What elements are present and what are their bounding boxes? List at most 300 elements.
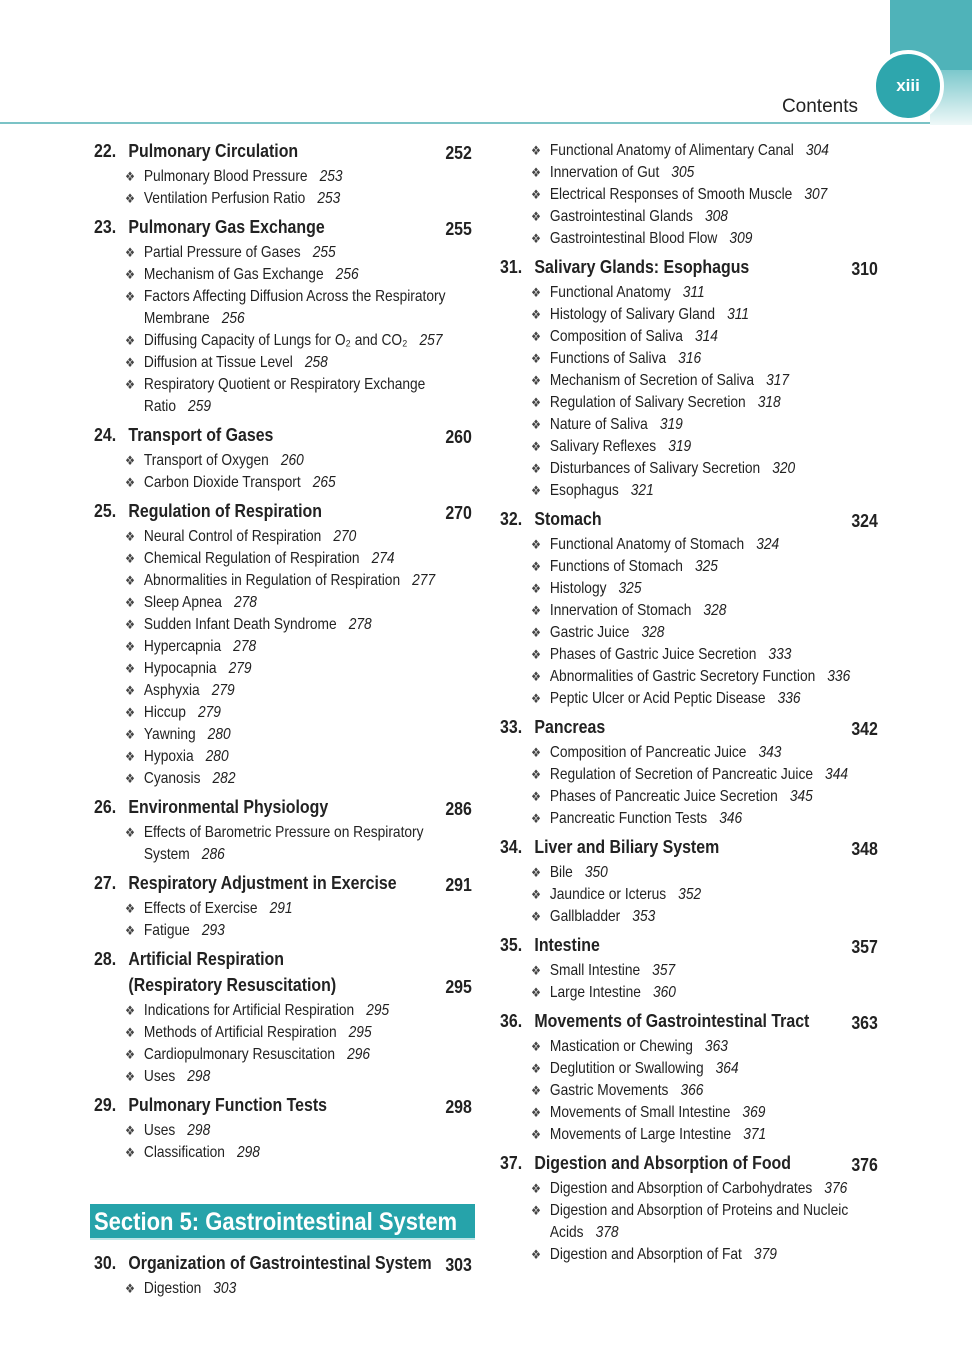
diamond-bullet-icon: ❖	[530, 647, 541, 662]
topic-page: 257	[419, 332, 443, 349]
diamond-bullet-icon: ❖	[124, 923, 135, 938]
toc-topic[interactable]	[500, 808, 932, 830]
toc-topic[interactable]	[500, 348, 932, 370]
topic-page: 376	[824, 1180, 848, 1197]
toc-topic[interactable]	[500, 436, 932, 458]
toc-topic[interactable]	[500, 304, 932, 326]
topic-page: 253	[317, 190, 341, 207]
diamond-bullet-icon: ❖	[530, 559, 541, 574]
topic-page: 296	[347, 1046, 371, 1063]
chapter-number: 32.	[500, 508, 523, 529]
topic-title: Digestion	[143, 1280, 202, 1297]
diamond-bullet-icon: ❖	[530, 1127, 541, 1142]
toc-chapter	[94, 870, 476, 942]
diamond-bullet-icon: ❖	[530, 1181, 541, 1196]
topic-title: Movements of Small Intestine	[549, 1104, 731, 1121]
toc-chapter	[500, 254, 882, 502]
diamond-bullet-icon: ❖	[530, 537, 541, 552]
chapter-title: Respiratory Adjustment in Exercise	[128, 872, 397, 893]
diamond-bullet-icon: ❖	[530, 373, 541, 388]
toc-topic[interactable]	[500, 282, 932, 304]
diamond-bullet-icon: ❖	[124, 683, 135, 698]
topic-page: 295	[348, 1024, 372, 1041]
topic-page: 328	[641, 624, 665, 641]
diamond-bullet-icon: ❖	[530, 439, 541, 454]
toc-topic[interactable]	[500, 1058, 932, 1080]
toc-topic[interactable]	[94, 548, 526, 570]
topic-page: 311	[727, 306, 750, 323]
chapter-title: Pulmonary Function Tests	[128, 1094, 328, 1115]
toc-chapter	[500, 1008, 882, 1146]
topic-title: Uses	[143, 1068, 176, 1085]
toc-left-bottom	[94, 1250, 476, 1304]
toc-topic[interactable]	[94, 1044, 526, 1066]
topic-page: 314	[695, 328, 718, 345]
toc-topic[interactable]	[94, 1000, 526, 1022]
diamond-bullet-icon: ❖	[530, 581, 541, 596]
topic-title: Sleep Apnea	[143, 594, 222, 611]
topic-title: Cardiopulmonary Resuscitation	[143, 1046, 336, 1063]
diamond-bullet-icon: ❖	[530, 483, 541, 498]
topic-page: 305	[671, 164, 695, 181]
toc-topic[interactable]	[500, 1080, 932, 1102]
chapter-heading[interactable]	[94, 794, 476, 820]
toc-topic[interactable]	[94, 898, 526, 920]
chapter-page: 324	[851, 510, 878, 531]
chapter-number: 22.	[94, 140, 117, 161]
topic-title: Innervation of Stomach	[549, 602, 692, 619]
topic-title: Mastication or Chewing	[549, 1038, 693, 1055]
topic-title: Transport of Oxygen	[143, 452, 269, 469]
chapter-heading[interactable]	[500, 714, 882, 740]
topic-page: 344	[825, 766, 849, 783]
topic-page: 319	[668, 438, 692, 455]
running-head: Contents	[781, 96, 858, 117]
topic-page: 259	[188, 398, 212, 415]
topic-title: Neural Control of Respiration	[143, 528, 322, 545]
toc-chapter	[500, 932, 882, 1004]
topic-title: Yawning	[143, 726, 196, 743]
topic-title: Digestion and Absorption of Fat	[549, 1246, 742, 1263]
page-number-badge: xiii	[872, 50, 944, 122]
toc-topic[interactable]	[94, 636, 526, 658]
diamond-bullet-icon: ❖	[124, 333, 135, 348]
toc-topic[interactable]	[500, 906, 932, 928]
diamond-bullet-icon: ❖	[124, 267, 135, 282]
chapter-page: 303	[445, 1254, 472, 1275]
diamond-bullet-icon: ❖	[530, 909, 541, 924]
chapter-page: 291	[445, 874, 472, 895]
chapter-heading[interactable]	[500, 932, 882, 958]
diamond-bullet-icon: ❖	[530, 767, 541, 782]
topic-page: 317	[766, 372, 790, 389]
topic-title: Functions of Saliva	[549, 350, 667, 367]
toc-topic[interactable]	[500, 862, 932, 884]
topic-page: 360	[652, 984, 676, 1001]
toc-topic[interactable]	[94, 592, 526, 614]
diamond-bullet-icon: ❖	[124, 475, 135, 490]
chapter-heading[interactable]	[94, 1250, 476, 1276]
topic-title: Deglutition or Swallowing	[549, 1060, 704, 1077]
toc-topic[interactable]	[500, 644, 932, 666]
chapter-title: Digestion and Absorption of Food	[534, 1152, 791, 1173]
topic-title: Effects of Exercise	[143, 900, 258, 917]
topic-title: Composition of Saliva	[549, 328, 683, 345]
topic-page: 316	[678, 350, 702, 367]
toc-topic[interactable]	[94, 286, 526, 330]
toc-chapter	[94, 794, 476, 866]
diamond-bullet-icon: ❖	[530, 1247, 541, 1262]
chapter-number: 35.	[500, 934, 523, 955]
toc-topic[interactable]	[94, 526, 526, 548]
diamond-bullet-icon: ❖	[124, 825, 135, 840]
toc-topic[interactable]	[94, 570, 526, 592]
chapter-title: Pulmonary Gas Exchange	[128, 216, 325, 237]
diamond-bullet-icon: ❖	[530, 417, 541, 432]
toc-topic[interactable]	[94, 768, 526, 790]
toc-right-column	[500, 138, 882, 1270]
toc-topic[interactable]	[500, 1124, 932, 1146]
toc-topic[interactable]	[94, 264, 526, 286]
chapter-number: 27.	[94, 872, 117, 893]
chapter-number: 34.	[500, 836, 523, 857]
toc-topic[interactable]	[94, 920, 526, 942]
topic-title: Digestion and Absorption of Carbohydrates	[549, 1180, 813, 1197]
toc-topic[interactable]	[94, 1022, 526, 1044]
diamond-bullet-icon: ❖	[530, 603, 541, 618]
toc-topic[interactable]	[94, 352, 526, 374]
toc-topic[interactable]	[94, 680, 526, 702]
diamond-bullet-icon: ❖	[530, 285, 541, 300]
topic-page: 363	[704, 1038, 728, 1055]
diamond-bullet-icon: ❖	[530, 329, 541, 344]
topic-title: Respiratory Quotient or Respiratory Exchange Ratio	[143, 376, 426, 415]
toc-topic[interactable]	[500, 1102, 932, 1124]
toc-topic[interactable]	[94, 746, 526, 768]
toc-topic[interactable]	[94, 724, 526, 746]
diamond-bullet-icon: ❖	[124, 749, 135, 764]
diamond-bullet-icon: ❖	[530, 887, 541, 902]
toc-chapter	[94, 138, 476, 210]
chapter-page: 270	[445, 502, 472, 523]
diamond-bullet-icon: ❖	[530, 351, 541, 366]
toc-topic[interactable]	[94, 702, 526, 724]
diamond-bullet-icon: ❖	[124, 245, 135, 260]
chapter-title: Transport of Gases	[128, 424, 274, 445]
topic-page: 309	[729, 230, 753, 247]
toc-chapter	[500, 714, 882, 830]
chapter-title: Intestine	[534, 934, 600, 955]
chapter-number: 31.	[500, 256, 523, 277]
topic-page: 345	[789, 788, 813, 805]
topic-page: 280	[205, 748, 229, 765]
toc-chapter	[500, 140, 882, 250]
toc-topic[interactable]	[94, 472, 526, 494]
toc-topic[interactable]	[500, 960, 932, 982]
toc-topic[interactable]	[500, 600, 932, 622]
topic-page: 352	[678, 886, 702, 903]
topic-title: Regulation of Salivary Secretion	[549, 394, 746, 411]
toc-topic[interactable]	[500, 162, 932, 184]
topic-title: Carbon Dioxide Transport	[143, 474, 301, 491]
toc-topic[interactable]	[94, 374, 526, 418]
chapter-page: 357	[851, 936, 878, 957]
diamond-bullet-icon: ❖	[530, 187, 541, 202]
toc-topic[interactable]	[500, 206, 932, 228]
diamond-bullet-icon: ❖	[124, 529, 135, 544]
chapter-heading[interactable]	[500, 254, 882, 280]
chapter-title: Liver and Biliary System	[534, 836, 720, 857]
topic-title: Pancreatic Function Tests	[549, 810, 708, 827]
topic-title: Partial Pressure of Gases	[143, 244, 301, 261]
topic-title: Mechanism of Gas Exchange	[143, 266, 324, 283]
topic-page: 260	[280, 452, 304, 469]
topic-page: 371	[743, 1126, 767, 1143]
chapter-heading[interactable]	[94, 946, 476, 998]
chapter-title: Environmental Physiology	[128, 796, 329, 817]
diamond-bullet-icon: ❖	[124, 661, 135, 676]
diamond-bullet-icon: ❖	[124, 1145, 135, 1160]
diamond-bullet-icon: ❖	[124, 169, 135, 184]
chapter-page: 260	[445, 426, 472, 447]
toc-topic[interactable]	[500, 556, 932, 578]
topic-title: Diffusing Capacity of Lungs for O₂ and CO₂	[143, 332, 408, 349]
toc-topic[interactable]	[94, 658, 526, 680]
toc-topic[interactable]	[500, 184, 932, 206]
chapter-number: 23.	[94, 216, 117, 237]
toc-topic[interactable]	[94, 1278, 526, 1300]
topic-page: 325	[618, 580, 642, 597]
topic-page: 286	[201, 846, 225, 863]
diamond-bullet-icon: ❖	[124, 727, 135, 742]
topic-title: Diffusion at Tissue Level	[143, 354, 293, 371]
topic-title: Classification	[143, 1144, 225, 1161]
topic-page: 255	[312, 244, 336, 261]
topic-title: Hiccup	[143, 704, 186, 721]
topic-title: Asphyxia	[143, 682, 200, 699]
toc-topic[interactable]	[500, 578, 932, 600]
diamond-bullet-icon: ❖	[530, 165, 541, 180]
toc-topic[interactable]	[500, 622, 932, 644]
topic-page: 279	[197, 704, 221, 721]
toc-topic[interactable]	[94, 822, 526, 866]
topic-page: 277	[412, 572, 436, 589]
topic-title: Jaundice or Icterus	[549, 886, 667, 903]
topic-title: Gastrointestinal Glands	[549, 208, 693, 225]
topic-title: Ventilation Perfusion Ratio	[143, 190, 306, 207]
chapter-heading[interactable]	[500, 506, 882, 532]
topic-page: 298	[187, 1122, 211, 1139]
topic-title: Composition of Pancreatic Juice	[549, 744, 747, 761]
topic-title: Movements of Large Intestine	[549, 1126, 732, 1143]
chapter-heading[interactable]	[94, 870, 476, 896]
topic-title: Sudden Infant Death Syndrome	[143, 616, 337, 633]
chapter-page: 295	[445, 976, 472, 997]
toc-topic[interactable]	[500, 1200, 932, 1244]
topic-page: 282	[212, 770, 236, 787]
toc-topic[interactable]	[94, 166, 526, 188]
toc-topic[interactable]	[500, 982, 932, 1004]
chapter-page: 310	[851, 258, 878, 279]
topic-page: 364	[715, 1060, 739, 1077]
toc-topic[interactable]	[500, 786, 932, 808]
toc-topic[interactable]	[500, 666, 932, 688]
diamond-bullet-icon: ❖	[124, 1281, 135, 1296]
diamond-bullet-icon: ❖	[124, 1003, 135, 1018]
toc-topic[interactable]	[94, 1066, 526, 1088]
topic-page: 265	[312, 474, 336, 491]
toc-topic[interactable]	[500, 414, 932, 436]
topic-title: Nature of Saliva	[549, 416, 648, 433]
topic-page: 353	[632, 908, 656, 925]
chapter-number: 25.	[94, 500, 117, 521]
topic-title: Regulation of Secretion of Pancreatic Juice	[549, 766, 813, 783]
chapter-number: 24.	[94, 424, 117, 445]
topic-page: 304	[805, 142, 829, 159]
topic-title: Innervation of Gut	[549, 164, 660, 181]
topic-title: Functions of Stomach	[549, 558, 683, 575]
toc-left-column	[94, 138, 476, 1168]
toc-topic[interactable]	[94, 188, 526, 210]
diamond-bullet-icon: ❖	[530, 669, 541, 684]
diamond-bullet-icon: ❖	[530, 691, 541, 706]
header-rule	[0, 122, 930, 124]
topic-title: Peptic Ulcer or Acid Peptic Disease	[549, 690, 766, 707]
topic-title: Abnormalities of Gastric Secretory Function	[549, 668, 816, 685]
chapter-number: 26.	[94, 796, 117, 817]
topic-title: Gastric Juice	[549, 624, 630, 641]
chapter-heading[interactable]	[94, 498, 476, 524]
topic-page: 324	[756, 536, 780, 553]
toc-topic[interactable]	[94, 1142, 526, 1164]
chapter-title: Pulmonary Circulation	[128, 140, 299, 161]
topic-title: Functional Anatomy	[549, 284, 671, 301]
diamond-bullet-icon: ❖	[124, 1069, 135, 1084]
toc-topic[interactable]	[500, 742, 932, 764]
toc-topic[interactable]	[500, 392, 932, 414]
diamond-bullet-icon: ❖	[124, 191, 135, 206]
topic-title: Esophagus	[549, 482, 619, 499]
topic-title: Gastric Movements	[549, 1082, 669, 1099]
toc-topic[interactable]	[500, 884, 932, 906]
topic-title: Histology	[549, 580, 607, 597]
topic-page: 328	[703, 602, 727, 619]
topic-page: 311	[682, 284, 705, 301]
topic-page: 318	[757, 394, 781, 411]
toc-topic[interactable]	[500, 326, 932, 348]
diamond-bullet-icon: ❖	[530, 1203, 541, 1218]
toc-topic[interactable]	[500, 1036, 932, 1058]
topic-title: Effects of Barometric Pressure on Respiratory System	[143, 824, 424, 863]
chapter-heading[interactable]	[94, 138, 476, 164]
chapter-title: Stomach	[534, 508, 602, 529]
diamond-bullet-icon: ❖	[530, 209, 541, 224]
topic-page: 293	[201, 922, 225, 939]
chapter-heading[interactable]	[500, 1150, 882, 1176]
topic-title: Electrical Responses of Smooth Muscle	[549, 186, 793, 203]
topic-page: 336	[777, 690, 801, 707]
toc-topic[interactable]	[94, 242, 526, 264]
topic-page: 333	[768, 646, 792, 663]
topic-title: Phases of Pancreatic Juice Secretion	[549, 788, 778, 805]
diamond-bullet-icon: ❖	[530, 1083, 541, 1098]
topic-page: 253	[319, 168, 343, 185]
toc-chapter	[500, 1150, 882, 1266]
toc-topic[interactable]	[500, 228, 932, 250]
chapter-heading[interactable]	[94, 422, 476, 448]
chapter-title: Organization of Gastrointestinal System	[128, 1252, 432, 1273]
topic-page: 256	[335, 266, 359, 283]
diamond-bullet-icon: ❖	[530, 865, 541, 880]
chapter-heading[interactable]	[500, 834, 882, 860]
topic-page: 291	[269, 900, 293, 917]
topic-title: Hypercapnia	[143, 638, 222, 655]
topic-title: Chemical Regulation of Respiration	[143, 550, 360, 567]
topic-page: 379	[753, 1246, 777, 1263]
topic-title: Gallbladder	[549, 908, 621, 925]
topic-page: 321	[630, 482, 654, 499]
chapter-heading[interactable]	[500, 1008, 882, 1034]
topic-page: 295	[366, 1002, 390, 1019]
toc-chapter	[94, 946, 476, 1088]
diamond-bullet-icon: ❖	[530, 985, 541, 1000]
chapter-title: Regulation of Respiration	[128, 500, 322, 521]
topic-title: Bile	[549, 864, 573, 881]
toc-topic[interactable]	[500, 1244, 932, 1266]
topic-page: 303	[213, 1280, 237, 1297]
chapter-page: 255	[445, 218, 472, 239]
topic-page: 308	[704, 208, 728, 225]
toc-topic[interactable]	[94, 1120, 526, 1142]
topic-title: Hypocapnia	[143, 660, 217, 677]
toc-chapter	[94, 1250, 476, 1300]
topic-page: 279	[211, 682, 235, 699]
section-banner-text: Section 5: Gastrointestinal System	[94, 1208, 458, 1236]
topic-page: 307	[804, 186, 828, 203]
toc-topic[interactable]	[500, 370, 932, 392]
diamond-bullet-icon: ❖	[124, 1025, 135, 1040]
toc-topic[interactable]	[500, 764, 932, 786]
chapter-heading[interactable]	[94, 214, 476, 240]
chapter-number: 29.	[94, 1094, 117, 1115]
toc-topic[interactable]	[94, 450, 526, 472]
diamond-bullet-icon: ❖	[124, 771, 135, 786]
topic-page: 336	[827, 668, 851, 685]
toc-topic[interactable]	[94, 614, 526, 636]
chapter-page: 286	[445, 798, 472, 819]
diamond-bullet-icon: ❖	[530, 625, 541, 640]
toc-topic[interactable]	[94, 330, 526, 352]
topic-page: 350	[584, 864, 608, 881]
toc-topic[interactable]	[500, 688, 932, 710]
toc-topic[interactable]	[500, 534, 932, 556]
toc-topic[interactable]	[500, 1178, 932, 1200]
topic-title: Large Intestine	[549, 984, 641, 1001]
toc-topic[interactable]	[500, 458, 932, 480]
chapter-page: 298	[445, 1096, 472, 1117]
toc-topic[interactable]	[500, 140, 932, 162]
section-banner	[90, 1204, 475, 1240]
diamond-bullet-icon: ❖	[530, 231, 541, 246]
topic-title: Histology of Salivary Gland	[549, 306, 716, 323]
topic-page: 256	[221, 310, 245, 327]
topic-page: 278	[233, 594, 257, 611]
diamond-bullet-icon: ❖	[124, 453, 135, 468]
toc-chapter	[94, 214, 476, 418]
topic-page: 278	[348, 616, 372, 633]
chapter-heading[interactable]	[94, 1092, 476, 1118]
toc-topic[interactable]	[500, 480, 932, 502]
